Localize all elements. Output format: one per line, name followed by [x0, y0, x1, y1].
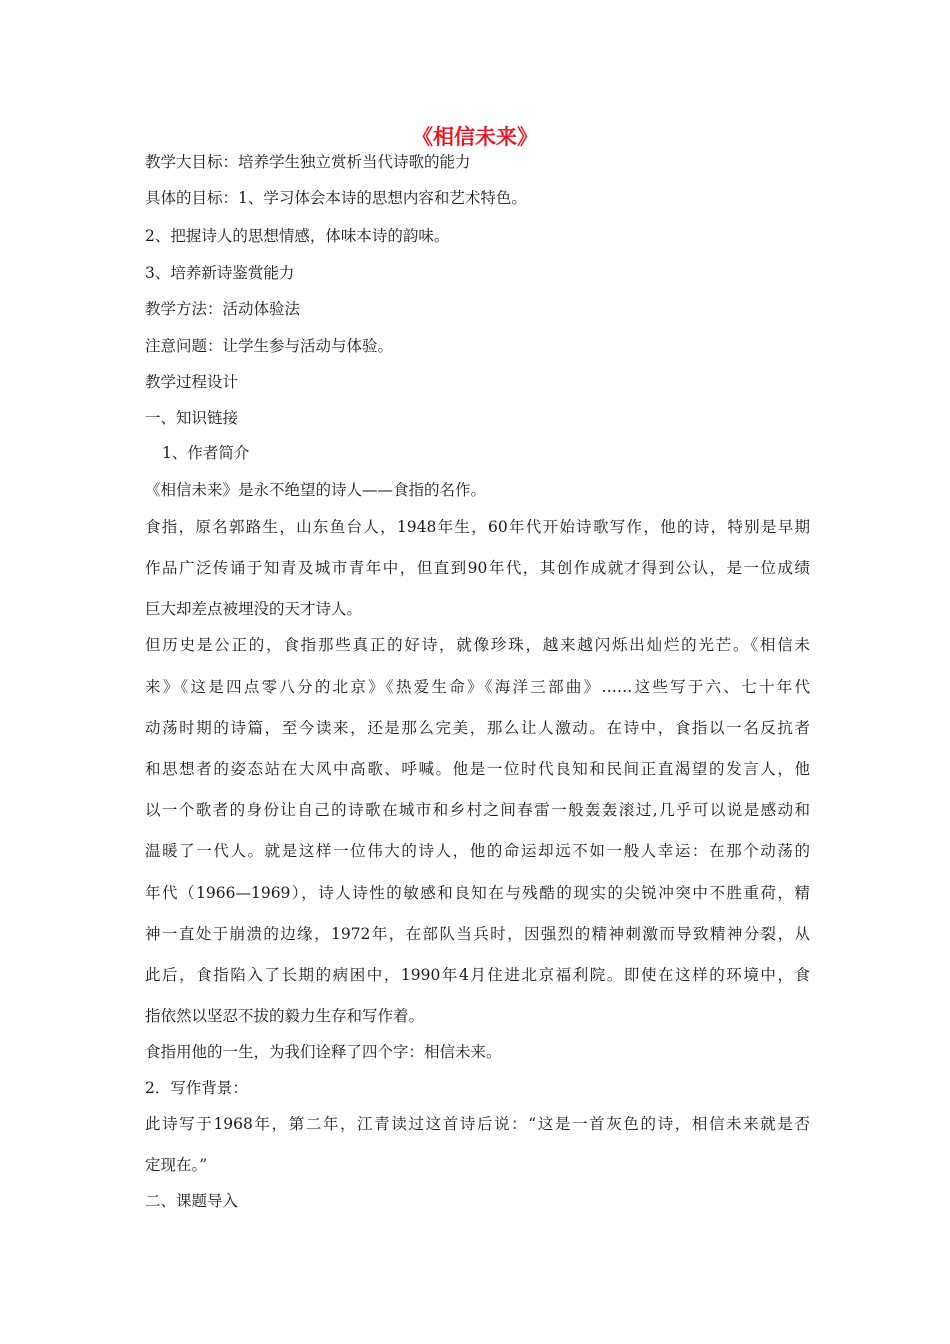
paragraph-line: 和思想者的姿态站在大风中高歌、呼喊。他是一位时代良知和民间正直渴望的发言人，他 [145, 760, 810, 778]
paragraph-line: 具体的目标：1、学习体会本诗的思想内容和艺术特色。 [145, 189, 527, 207]
document-title: 《相信未来》 [412, 124, 538, 149]
paragraph-line: 此诗写于1968年，第二年，江青读过这首诗后说：“这是一首灰色的诗，相信未来就是否 [145, 1115, 810, 1133]
paragraph-line: 注意问题：让学生参与活动与体验。 [145, 337, 394, 355]
paragraph-line: 教学大目标：培养学生独立赏析当代诗歌的能力 [145, 153, 471, 171]
paragraph-line: 巨大却差点被埋没的天才诗人。 [145, 600, 363, 618]
paragraph-line: 作品广泛传诵于知青及城市青年中，但直到90年代，其创作成就才得到公认，是一位成绩 [145, 559, 810, 577]
paragraph-line: 二、课题导入 [145, 1192, 239, 1210]
paragraph-line: 但历史是公正的，食指那些真正的好诗，就像珍珠，越来越闪烁出灿烂的光芒。《相信未 [145, 636, 810, 654]
paragraph-line: 2、把握诗人的思想情感，体味本诗的韵味。 [145, 227, 450, 245]
paragraph-line: 1、作者简介 [162, 444, 250, 462]
paragraph-line: 3、培养新诗鉴赏能力 [145, 264, 295, 282]
paragraph-line: 温暖了一代人。就是这样一位伟大的诗人，他的命运却远不如一般人幸运：在那个动荡的 [145, 842, 810, 860]
paragraph-line: 《相信未来》是永不绝望的诗人——食指的名作。 [145, 481, 487, 499]
paragraph-line: 指依然以坚忍不拔的毅力生存和写作着。 [145, 1007, 425, 1025]
paragraph-line: 年代（1966—1969），诗人诗性的敏感和良知在与残酷的现实的尖锐冲突中不胜重荷，精 [145, 884, 810, 902]
paragraph-line: 2．写作背景： [145, 1079, 248, 1097]
paragraph-line: 食指，原名郭路生，山东鱼台人，1948年生，60年代开始诗歌写作，他的诗，特别是早期 [145, 518, 810, 536]
paragraph-line: 此后，食指陷入了长期的病困中，1990年4月住进北京福利院。即使在这样的环境中，食 [145, 966, 810, 984]
paragraph-line: 以一个歌者的身份让自己的诗歌在城市和乡村之间春雷一般轰轰滚过,几乎可以说是感动和 [145, 801, 810, 819]
paragraph-line: 动荡时期的诗篇，至今读来，还是那么完美，那么让人激动。在诗中，食指以一名反抗者 [145, 719, 810, 737]
paragraph-line: 来》《这是四点零八分的北京》《热爱生命》《海洋三部曲》……这些写于六、七十年代 [145, 678, 810, 696]
paragraph-line: 神一直处于崩溃的边缘，1972年，在部队当兵时，因强烈的精神刺激而导致精神分裂，从 [145, 925, 810, 943]
paragraph-line: 食指用他的一生，为我们诠释了四个字：相信未来。 [145, 1043, 502, 1061]
paragraph-line: 教学方法：活动体验法 [145, 300, 301, 318]
paragraph-line: 教学过程设计 [145, 373, 239, 391]
paragraph-line: 定现在。” [145, 1156, 208, 1174]
paragraph-line: 一、知识链接 [145, 409, 239, 427]
